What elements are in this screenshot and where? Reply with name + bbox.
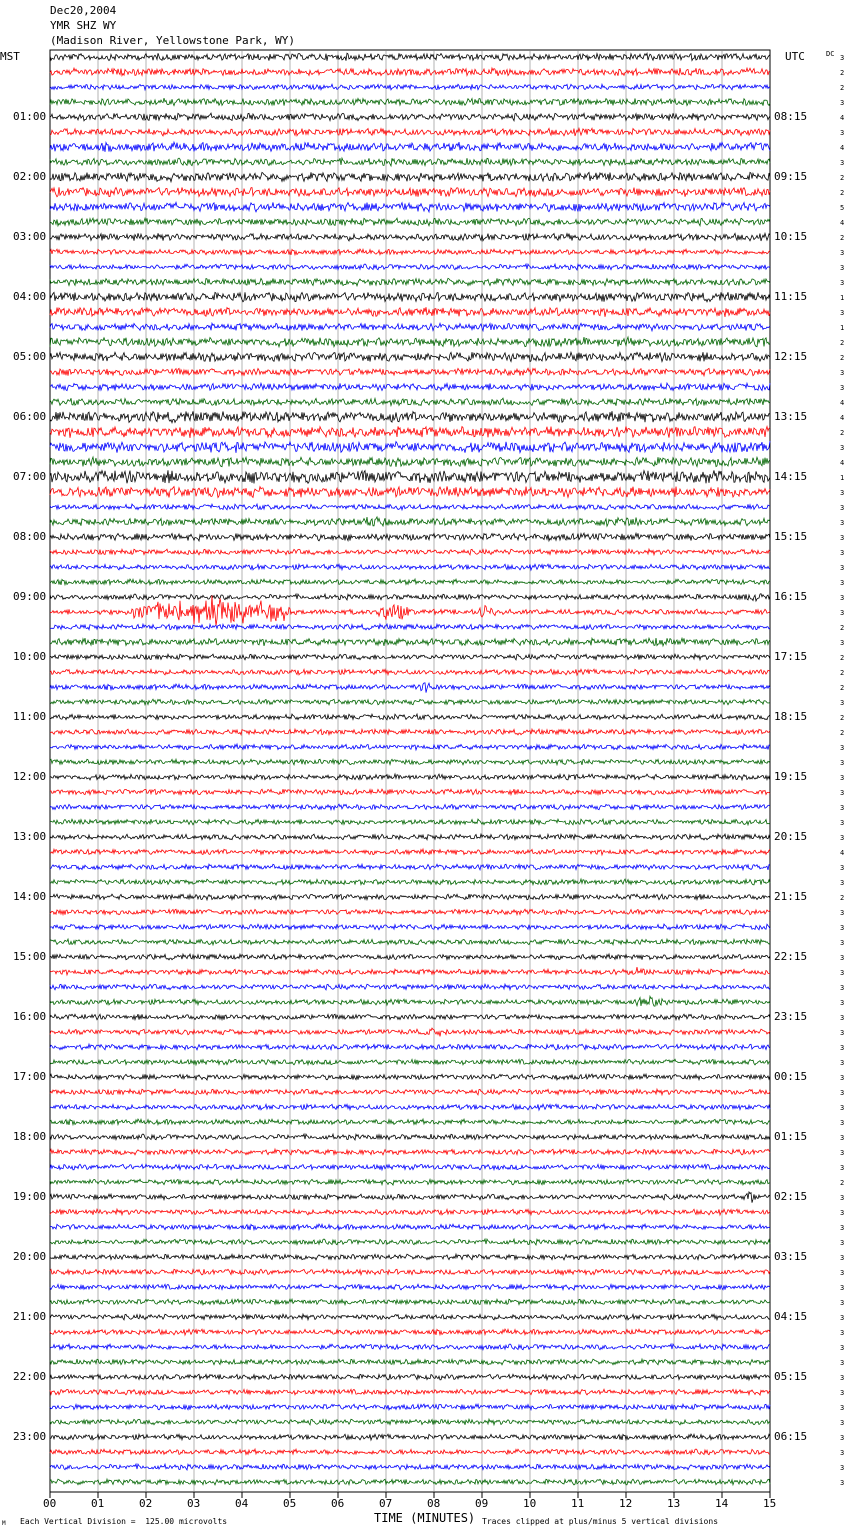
- trace-line: [50, 1269, 770, 1275]
- trace-line: [50, 894, 770, 900]
- dc-header-label: DC: [826, 50, 835, 58]
- trace-line: [50, 669, 770, 675]
- trace-line: [50, 352, 770, 362]
- dc-offset-label: 2: [840, 684, 845, 692]
- right-hour-label: 12:15: [774, 350, 808, 363]
- x-tick-label: 13: [667, 1497, 681, 1510]
- x-tick-label: 10: [523, 1497, 537, 1510]
- trace-line: [50, 158, 770, 166]
- dc-offset-label: 3: [840, 384, 845, 392]
- dc-offset-label: 3: [840, 1164, 845, 1172]
- dc-offset-label: 3: [840, 1284, 845, 1292]
- dc-offset-label: 3: [840, 999, 845, 1007]
- x-tick-label: 09: [475, 1497, 489, 1510]
- dc-offset-label: 3: [840, 564, 845, 572]
- trace-line: [50, 1329, 770, 1335]
- dc-offset-label: 3: [840, 1464, 845, 1472]
- dc-offset-label: 3: [840, 969, 845, 977]
- dc-offset-label: 3: [840, 279, 845, 287]
- trace-line: [50, 368, 770, 376]
- x-tick-label: 03: [187, 1497, 201, 1510]
- left-hour-label: 18:00: [13, 1130, 47, 1143]
- dc-offset-label: 3: [840, 1314, 845, 1322]
- right-hour-label: 20:15: [774, 830, 808, 843]
- left-hour-label: 01:00: [13, 110, 47, 123]
- x-tick-label: 08: [427, 1497, 441, 1510]
- trace-line: [50, 939, 770, 945]
- trace-line: [50, 879, 770, 885]
- dc-offset-label: 2: [840, 729, 845, 737]
- trace-line: [50, 441, 770, 453]
- dc-offset-label: 3: [840, 534, 845, 542]
- left-hour-label: 09:00: [13, 590, 47, 603]
- left-hour-label: 16:00: [13, 1010, 47, 1023]
- trace-line: [50, 68, 770, 76]
- dc-offset-label: 3: [840, 444, 845, 452]
- x-tick-label: 00: [43, 1497, 57, 1510]
- trace-line: [50, 564, 770, 570]
- right-hour-label: 06:15: [774, 1430, 808, 1443]
- trace-line: [50, 426, 770, 438]
- trace-line: [50, 1464, 770, 1470]
- dc-offset-label: 3: [840, 1269, 845, 1277]
- dc-offset-label: 3: [840, 1449, 845, 1457]
- dc-offset-label: 2: [840, 1179, 845, 1187]
- dc-offset-label: 2: [840, 189, 845, 197]
- dc-offset-label: 3: [840, 1209, 845, 1217]
- left-hour-label: 15:00: [13, 950, 47, 963]
- trace-line: [50, 864, 770, 870]
- dc-offset-label: 3: [840, 1389, 845, 1397]
- right-hour-label: 14:15: [774, 470, 808, 483]
- trace-line: [50, 233, 770, 241]
- trace-line: [50, 1224, 770, 1230]
- dc-offset-label: 4: [840, 219, 845, 227]
- dc-offset-label: 3: [840, 909, 845, 917]
- right-hour-label: 09:15: [774, 170, 808, 183]
- dc-offset-label: 3: [840, 744, 845, 752]
- dc-offset-label: 3: [840, 984, 845, 992]
- trace-line: [50, 486, 770, 497]
- right-hour-label: 04:15: [774, 1310, 808, 1323]
- right-hour-label: 17:15: [774, 650, 808, 663]
- trace-line: [50, 142, 770, 152]
- trace-line: [50, 504, 770, 510]
- dc-offset-label: 3: [840, 1479, 845, 1487]
- trace-line: [50, 1374, 770, 1380]
- dc-offset-label: 1: [840, 324, 845, 332]
- x-tick-label: 15: [763, 1497, 777, 1510]
- trace-line: [50, 1209, 770, 1215]
- x-tick-label: 05: [283, 1497, 297, 1510]
- trace-line: [50, 172, 770, 181]
- trace-line: [50, 98, 770, 106]
- right-hour-label: 22:15: [774, 950, 808, 963]
- dc-offset-label: 4: [840, 414, 845, 422]
- left-timezone-label: MST: [0, 50, 20, 63]
- trace-line: [50, 264, 770, 270]
- trace-line: [50, 1434, 770, 1440]
- dc-offset-label: 3: [840, 1434, 845, 1442]
- trace-line: [50, 849, 770, 855]
- trace-line: [50, 924, 770, 930]
- dc-offset-label: 3: [840, 1044, 845, 1052]
- trace-line: [50, 638, 770, 646]
- trace-line: [50, 984, 770, 990]
- dc-offset-label: 3: [840, 369, 845, 377]
- right-hour-label: 19:15: [774, 770, 808, 783]
- left-hour-label: 17:00: [13, 1070, 47, 1083]
- trace-line: [50, 954, 770, 960]
- dc-offset-label: 3: [840, 519, 845, 527]
- x-tick-label: 04: [235, 1497, 249, 1510]
- dc-offset-label: 3: [840, 1299, 845, 1307]
- trace-line: [50, 457, 770, 467]
- right-hour-label: 10:15: [774, 230, 808, 243]
- trace-line: [50, 1192, 770, 1203]
- dc-offset-label: 3: [840, 1404, 845, 1412]
- trace-line: [50, 292, 770, 302]
- dc-offset-label: 3: [840, 609, 845, 617]
- trace-line: [50, 1134, 770, 1140]
- dc-offset-label: 2: [840, 174, 845, 182]
- x-axis-label: TIME (MINUTES): [374, 1511, 476, 1525]
- left-hour-label: 21:00: [13, 1310, 47, 1323]
- trace-line: [50, 1449, 770, 1455]
- trace-line: [50, 249, 770, 255]
- right-hour-label: 23:15: [774, 1010, 808, 1023]
- dc-offset-label: 3: [840, 54, 845, 62]
- right-hour-label: 11:15: [774, 290, 808, 303]
- trace-line: [50, 1239, 770, 1245]
- dc-offset-label: 3: [840, 1194, 845, 1202]
- dc-offset-label: 3: [840, 309, 845, 317]
- right-timezone-label: UTC: [785, 50, 805, 63]
- trace-line: [50, 1479, 770, 1485]
- trace-line: [50, 278, 770, 286]
- trace-line: [50, 819, 770, 825]
- dc-offset-label: 3: [840, 954, 845, 962]
- left-hour-label: 04:00: [13, 290, 47, 303]
- trace-line: [50, 804, 770, 810]
- x-tick-label: 06: [331, 1497, 345, 1510]
- dc-offset-label: 3: [840, 759, 845, 767]
- right-hour-label: 13:15: [774, 410, 808, 423]
- dc-offset-label: 1: [840, 294, 845, 302]
- left-hour-label: 05:00: [13, 350, 47, 363]
- trace-line: [50, 595, 770, 625]
- trace-line: [50, 1044, 770, 1050]
- right-hour-label: 08:15: [774, 110, 808, 123]
- x-tick-label: 12: [619, 1497, 633, 1510]
- trace-line: [50, 683, 770, 693]
- dc-offset-label: 2: [840, 654, 845, 662]
- x-tick-label: 01: [91, 1497, 105, 1510]
- trace-line: [50, 1314, 770, 1320]
- dc-offset-label: 3: [840, 1014, 845, 1022]
- dc-offset-label: 2: [840, 714, 845, 722]
- dc-offset-label: 3: [840, 264, 845, 272]
- right-hour-label: 02:15: [774, 1190, 808, 1203]
- dc-offset-label: 4: [840, 459, 845, 467]
- trace-line: [50, 1344, 770, 1350]
- trace-line: [50, 1179, 770, 1185]
- trace-line: [50, 579, 770, 585]
- trace-line: [50, 1299, 770, 1305]
- left-hour-label: 20:00: [13, 1250, 47, 1263]
- dc-offset-label: 3: [840, 249, 845, 257]
- trace-line: [50, 307, 770, 317]
- trace-line: [50, 1104, 770, 1110]
- left-hour-label: 22:00: [13, 1370, 47, 1383]
- trace-line: [50, 774, 770, 780]
- trace-line: [50, 1149, 770, 1155]
- left-hour-label: 23:00: [13, 1430, 47, 1443]
- dc-offset-label: 5: [840, 204, 845, 212]
- trace-line: [50, 1014, 770, 1020]
- dc-offset-label: 3: [840, 1104, 845, 1112]
- dc-offset-label: 3: [840, 129, 845, 137]
- dc-offset-label: 3: [840, 1359, 845, 1367]
- header-location: (Madison River, Yellowstone Park, WY): [50, 34, 296, 47]
- trace-line: [50, 759, 770, 765]
- dc-offset-label: 3: [840, 1089, 845, 1097]
- dc-offset-label: 3: [840, 1254, 845, 1262]
- trace-line: [50, 1074, 770, 1080]
- dc-offset-label: 3: [840, 819, 845, 827]
- trace-line: [50, 834, 770, 840]
- dc-offset-label: 3: [840, 939, 845, 947]
- dc-offset-label: 3: [840, 774, 845, 782]
- trace-line: [50, 53, 770, 61]
- dc-offset-label: 3: [840, 699, 845, 707]
- dc-offset-label: 4: [840, 114, 845, 122]
- right-hour-label: 00:15: [774, 1070, 808, 1083]
- dc-offset-label: 3: [840, 1239, 845, 1247]
- dc-offset-label: 3: [840, 489, 845, 497]
- dc-offset-label: 3: [840, 504, 845, 512]
- dc-offset-label: 3: [840, 864, 845, 872]
- trace-line: [50, 113, 770, 121]
- right-hour-label: 05:15: [774, 1370, 808, 1383]
- right-hour-label: 21:15: [774, 890, 808, 903]
- trace-line: [50, 517, 770, 526]
- trace-line: [50, 337, 770, 347]
- trace-line: [50, 84, 770, 90]
- dc-offset-label: 2: [840, 894, 845, 902]
- trace-line: [50, 470, 770, 483]
- left-hour-label: 11:00: [13, 710, 47, 723]
- right-hour-label: 03:15: [774, 1250, 808, 1263]
- x-tick-label: 14: [715, 1497, 729, 1510]
- trace-line: [50, 654, 770, 660]
- left-hour-label: 14:00: [13, 890, 47, 903]
- trace-line: [50, 699, 770, 705]
- trace-line: [50, 1089, 770, 1095]
- trace-line: [50, 128, 770, 136]
- trace-line: [50, 1028, 770, 1036]
- x-tick-label: 02: [139, 1497, 153, 1510]
- trace-line: [50, 996, 770, 1006]
- trace-line: [50, 549, 770, 555]
- trace-line: [50, 1164, 770, 1170]
- dc-offset-label: 3: [840, 1344, 845, 1352]
- dc-offset-label: 3: [840, 789, 845, 797]
- dc-offset-label: 2: [840, 429, 845, 437]
- trace-line: [50, 1284, 770, 1290]
- trace-line: [50, 398, 770, 406]
- left-hour-label: 03:00: [13, 230, 47, 243]
- dc-offset-label: 3: [840, 1029, 845, 1037]
- trace-line: [50, 1059, 770, 1065]
- x-tick-label: 11: [571, 1497, 585, 1510]
- dc-offset-label: 3: [840, 549, 845, 557]
- dc-offset-label: 4: [840, 399, 845, 407]
- trace-line: [50, 967, 770, 975]
- dc-offset-label: 3: [840, 924, 845, 932]
- dc-offset-label: 3: [840, 1119, 845, 1127]
- trace-line: [50, 1419, 770, 1425]
- trace-line: [50, 714, 770, 720]
- trace-line: [50, 1359, 770, 1365]
- dc-offset-label: 3: [840, 1374, 845, 1382]
- left-hour-label: 02:00: [13, 170, 47, 183]
- trace-line: [50, 533, 770, 541]
- dc-offset-label: 4: [840, 849, 845, 857]
- trace-line: [50, 909, 770, 915]
- trace-line: [50, 383, 770, 391]
- dc-offset-label: 2: [840, 84, 845, 92]
- trace-line: [50, 1254, 770, 1260]
- left-hour-label: 10:00: [13, 650, 47, 663]
- trace-line: [50, 1389, 770, 1395]
- trace-line: [50, 1404, 770, 1410]
- dc-offset-label: 3: [840, 159, 845, 167]
- dc-offset-label: 3: [840, 1419, 845, 1427]
- header-date: Dec20,2004: [50, 4, 117, 17]
- dc-offset-label: 3: [840, 879, 845, 887]
- trace-line: [50, 411, 770, 423]
- left-hour-label: 06:00: [13, 410, 47, 423]
- x-tick-label: 07: [379, 1497, 393, 1510]
- left-hour-label: 13:00: [13, 830, 47, 843]
- dc-offset-label: 3: [840, 1059, 845, 1067]
- dc-offset-label: 3: [840, 804, 845, 812]
- left-hour-label: 19:00: [13, 1190, 47, 1203]
- dc-offset-label: 3: [840, 1074, 845, 1082]
- dc-offset-label: 3: [840, 594, 845, 602]
- dc-offset-label: 3: [840, 1149, 845, 1157]
- dc-offset-label: 2: [840, 669, 845, 677]
- dc-offset-label: 2: [840, 339, 845, 347]
- trace-line: [50, 202, 770, 212]
- trace-line: [50, 729, 770, 735]
- dc-offset-label: 2: [840, 624, 845, 632]
- dc-offset-label: 2: [840, 69, 845, 77]
- right-hour-label: 15:15: [774, 530, 808, 543]
- dc-offset-label: 3: [840, 579, 845, 587]
- dc-offset-label: 3: [840, 1224, 845, 1232]
- trace-line: [50, 789, 770, 795]
- clip-note: Traces clipped at plus/minus 5 vertical divisions: [482, 1517, 719, 1526]
- dc-offset-label: 2: [840, 354, 845, 362]
- right-hour-label: 01:15: [774, 1130, 808, 1143]
- right-hour-label: 18:15: [774, 710, 808, 723]
- dc-offset-label: 3: [840, 834, 845, 842]
- left-hour-label: 07:00: [13, 470, 47, 483]
- dc-offset-label: 2: [840, 234, 845, 242]
- dc-offset-label: 3: [840, 1134, 845, 1142]
- left-hour-label: 12:00: [13, 770, 47, 783]
- right-hour-label: 16:15: [774, 590, 808, 603]
- dc-offset-label: 1: [840, 474, 845, 482]
- dc-offset-label: 3: [840, 1329, 845, 1337]
- header-station: YMR SHZ WY: [50, 19, 117, 32]
- dc-offset-label: 4: [840, 144, 845, 152]
- trace-line: [50, 1119, 770, 1125]
- trace-line: [50, 323, 770, 331]
- trace-line: [50, 187, 770, 197]
- trace-line: [50, 218, 770, 226]
- scale-note: Each Vertical Division = 125.00 microvolts: [20, 1517, 228, 1526]
- corner-mark: M: [2, 1520, 6, 1527]
- dc-offset-label: 3: [840, 639, 845, 647]
- trace-line: [50, 624, 770, 630]
- left-hour-label: 08:00: [13, 530, 47, 543]
- dc-offset-label: 3: [840, 99, 845, 107]
- trace-line: [50, 594, 770, 601]
- trace-line: [50, 744, 770, 750]
